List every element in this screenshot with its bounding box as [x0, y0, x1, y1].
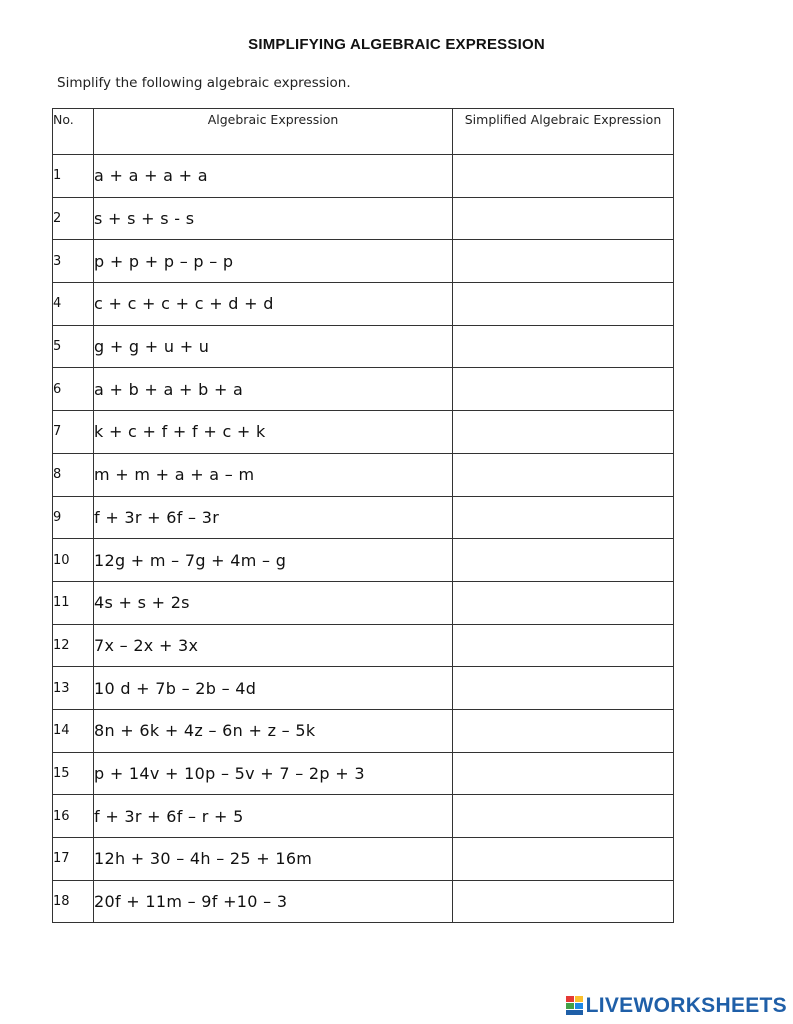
algebraic-expression: m + m + a + a – m [94, 453, 453, 496]
row-number: 14 [53, 709, 94, 752]
row-number: 3 [53, 240, 94, 283]
row-number: 12 [53, 624, 94, 667]
table-row [53, 752, 674, 795]
table-row [53, 795, 674, 838]
table-row [53, 667, 674, 710]
algebraic-expression: 12g + m – 7g + 4m – g [94, 539, 453, 582]
table-row [53, 325, 674, 368]
table-row [53, 539, 674, 582]
answer-field[interactable] [453, 539, 674, 582]
answer-field[interactable] [453, 155, 674, 198]
liveworksheets-logo[interactable] [566, 994, 787, 1018]
table-row [53, 624, 674, 667]
table-row [53, 197, 674, 240]
algebraic-expression: k + c + f + f + c + k [94, 411, 453, 454]
row-number: 16 [53, 795, 94, 838]
answer-field[interactable] [453, 197, 674, 240]
answer-field[interactable] [453, 880, 674, 923]
table-row [53, 155, 674, 198]
algebraic-expression: s + s + s - s [94, 197, 453, 240]
row-number: 9 [53, 496, 94, 539]
row-number: 11 [53, 581, 94, 624]
answer-field[interactable] [453, 411, 674, 454]
algebraic-expression: a + a + a + a [94, 155, 453, 198]
answer-field[interactable] [453, 325, 674, 368]
table-row [53, 709, 674, 752]
algebraic-expression: 12h + 30 – 4h – 25 + 16m [94, 838, 453, 881]
row-number: 2 [53, 197, 94, 240]
answer-field[interactable] [453, 368, 674, 411]
row-number: 8 [53, 453, 94, 496]
liveworksheets-logo-icon [566, 996, 584, 1016]
answer-field[interactable] [453, 496, 674, 539]
answer-field[interactable] [453, 838, 674, 881]
answer-field[interactable] [453, 709, 674, 752]
algebraic-expression: p + p + p – p – p [94, 240, 453, 283]
answer-field[interactable] [453, 283, 674, 326]
algebraic-expression: f + 3r + 6f – 3r [94, 496, 453, 539]
header-simplified: Simplified Algebraic Expression [453, 109, 674, 155]
algebraic-expression: f + 3r + 6f – r + 5 [94, 795, 453, 838]
table-row [53, 411, 674, 454]
row-number: 17 [53, 838, 94, 881]
table-row [53, 838, 674, 881]
table-header-row [53, 109, 674, 155]
algebraic-expression: p + 14v + 10p – 5v + 7 – 2p + 3 [94, 752, 453, 795]
table-row [53, 283, 674, 326]
answer-field[interactable] [453, 624, 674, 667]
row-number: 7 [53, 411, 94, 454]
algebraic-expression: 20f + 11m – 9f +10 – 3 [94, 880, 453, 923]
table-row [53, 368, 674, 411]
table-row [53, 240, 674, 283]
answer-field[interactable] [453, 581, 674, 624]
answer-field[interactable] [453, 240, 674, 283]
answer-field[interactable] [453, 453, 674, 496]
table-row [53, 496, 674, 539]
algebraic-expression: 7x – 2x + 3x [94, 624, 453, 667]
algebraic-expression: 10 d + 7b – 2b – 4d [94, 667, 453, 710]
algebraic-expression: 8n + 6k + 4z – 6n + z – 5k [94, 709, 453, 752]
algebraic-expression: 4s + s + 2s [94, 581, 453, 624]
expression-table [52, 108, 674, 923]
logo-text: LIVEWORKSHEETS [585, 994, 787, 1017]
table-row [53, 880, 674, 923]
row-number: 5 [53, 325, 94, 368]
row-number: 4 [53, 283, 94, 326]
row-number: 10 [53, 539, 94, 582]
instruction-text: Simplify the following algebraic expression. [57, 75, 351, 91]
worksheet-title: SIMPLIFYING ALGEBRAIC EXPRESSION [248, 36, 545, 53]
row-number: 18 [53, 880, 94, 923]
algebraic-expression: g + g + u + u [94, 325, 453, 368]
header-expression: Algebraic Expression [94, 109, 453, 155]
algebraic-expression: a + b + a + b + a [94, 368, 453, 411]
row-number: 15 [53, 752, 94, 795]
row-number: 1 [53, 155, 94, 198]
answer-field[interactable] [453, 667, 674, 710]
table-row [53, 453, 674, 496]
row-number: 6 [53, 368, 94, 411]
row-number: 13 [53, 667, 94, 710]
table-row [53, 581, 674, 624]
header-no: No. [53, 109, 94, 155]
answer-field[interactable] [453, 795, 674, 838]
algebraic-expression: c + c + c + c + d + d [94, 283, 453, 326]
table-body [53, 155, 674, 923]
answer-field[interactable] [453, 752, 674, 795]
